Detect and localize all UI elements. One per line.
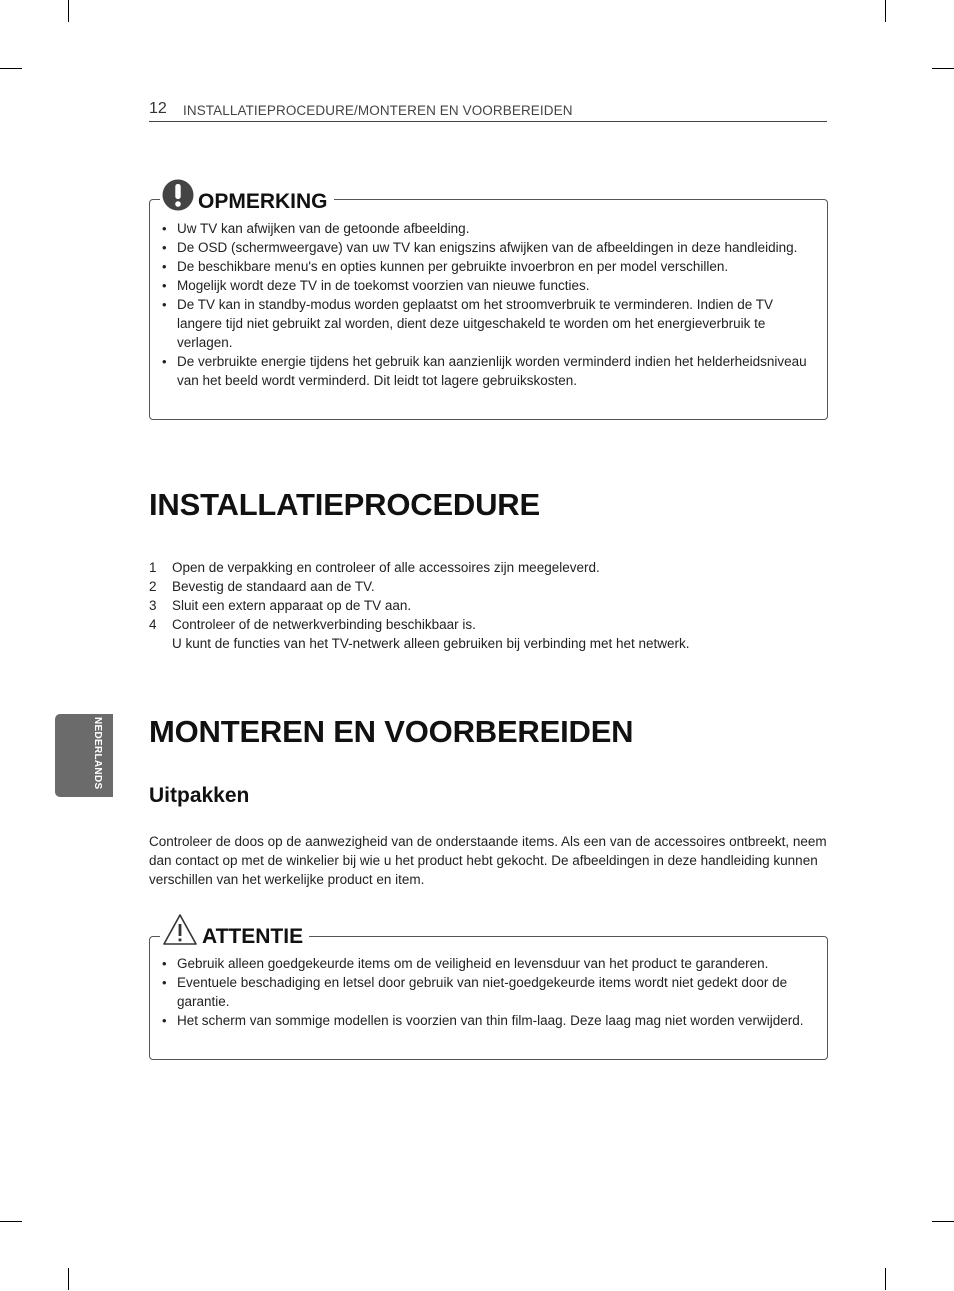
running-title: INSTALLATIEPROCEDURE/MONTEREN EN VOORBEREIDEN — [183, 103, 573, 118]
language-tab — [55, 714, 113, 797]
list-item: • De TV kan in standby-modus worden geplaatst om het stroomverbruik te verminderen. Indien de TV langere tijd niet gebruikt zal worden, dient deze uitgeschakeld te worden om het energieverbruik te verlagen. — [162, 295, 813, 352]
crop-mark — [68, 0, 69, 22]
page-number: 12 — [149, 100, 167, 117]
caution-box — [149, 925, 828, 1060]
list-item: • Eventuele beschadiging en letsel door gebruik van niet-goedgekeurde items wordt niet gedekt door de garantie. — [162, 973, 813, 1011]
list-item: • Uw TV kan afwijken van de getoonde afbeelding. — [162, 219, 813, 238]
crop-mark — [0, 1221, 22, 1222]
unpacking-paragraph: Controleer de doos op de aanwezigheid van de onderstaande items. Als een van de accessoires ontbreekt, neem dan contact op met de winkelier bij wie u het product hebt gekocht. De afbeeldingen in deze handleiding kunnen verschillen van het werkelijke product en item. — [149, 834, 827, 887]
list-item: • Mogelijk wordt deze TV in de toekomst voorzien van nieuwe functies. — [162, 276, 813, 295]
mount-heading: MONTEREN EN VOORBEREIDEN — [149, 714, 634, 749]
list-item: • Het scherm van sommige modellen is voorzien van thin film-laag. Deze laag mag niet worden verwijderd. — [162, 1011, 813, 1030]
exclamation-icon — [162, 179, 194, 211]
crop-mark — [885, 0, 886, 22]
list-item — [149, 558, 827, 577]
list-item: • De beschikbare menu's en opties kunnen per gebruikte invoerbron en per model verschillen. — [162, 257, 813, 276]
list-item: • Gebruik alleen goedgekeurde items om de veiligheid en levensduur van het product te garanderen. — [162, 954, 813, 973]
list-item: • De verbruikte energie tijdens het gebruik kan aanzienlijk worden verminderd indien het helderheidsniveau van het beeld wordt verminderd. Dit leidt tot lagere gebruikskosten. — [162, 352, 813, 390]
caution-label: ATTENTIE — [202, 925, 304, 948]
list-item: • De OSD (schermweergave) van uw TV kan enigszins afwijken van de afbeeldingen in deze handleiding. — [162, 238, 813, 257]
note-header — [160, 176, 334, 214]
install-heading: INSTALLATIEPROCEDURE — [149, 487, 540, 522]
install-steps — [149, 558, 827, 653]
step-text: Bevestig de standaard aan de TV. — [172, 579, 375, 594]
step-number: 2 — [149, 579, 157, 594]
note-box — [149, 190, 828, 420]
note-label: OPMERKING — [198, 190, 328, 213]
note-list — [162, 219, 813, 390]
warning-triangle-icon — [162, 913, 198, 947]
crop-mark — [885, 1268, 886, 1290]
list-item — [149, 596, 827, 615]
unpacking-subheading: Uitpakken — [149, 784, 250, 807]
crop-mark — [68, 1268, 69, 1290]
page-header — [149, 100, 827, 122]
crop-mark — [0, 68, 22, 69]
caution-list — [162, 954, 813, 1030]
step-subtext: U kunt de functies van het TV-netwerk alleen gebruiken bij verbinding met het netwerk. — [172, 636, 690, 651]
step-number: 3 — [149, 598, 157, 613]
step-number: 4 — [149, 617, 157, 632]
list-item — [149, 615, 827, 653]
caution-header — [160, 911, 309, 949]
step-text: Sluit een extern apparaat op de TV aan. — [172, 598, 412, 613]
step-text: Open de verpakking en controleer of alle accessoires zijn meegeleverd. — [172, 560, 600, 575]
crop-mark — [932, 1221, 954, 1222]
language-tab-label: NEDERLANDS — [92, 717, 103, 790]
list-item — [149, 577, 827, 596]
crop-mark — [932, 68, 954, 69]
step-text: Controleer of de netwerkverbinding beschikbaar is. — [172, 617, 476, 632]
step-number: 1 — [149, 560, 157, 575]
